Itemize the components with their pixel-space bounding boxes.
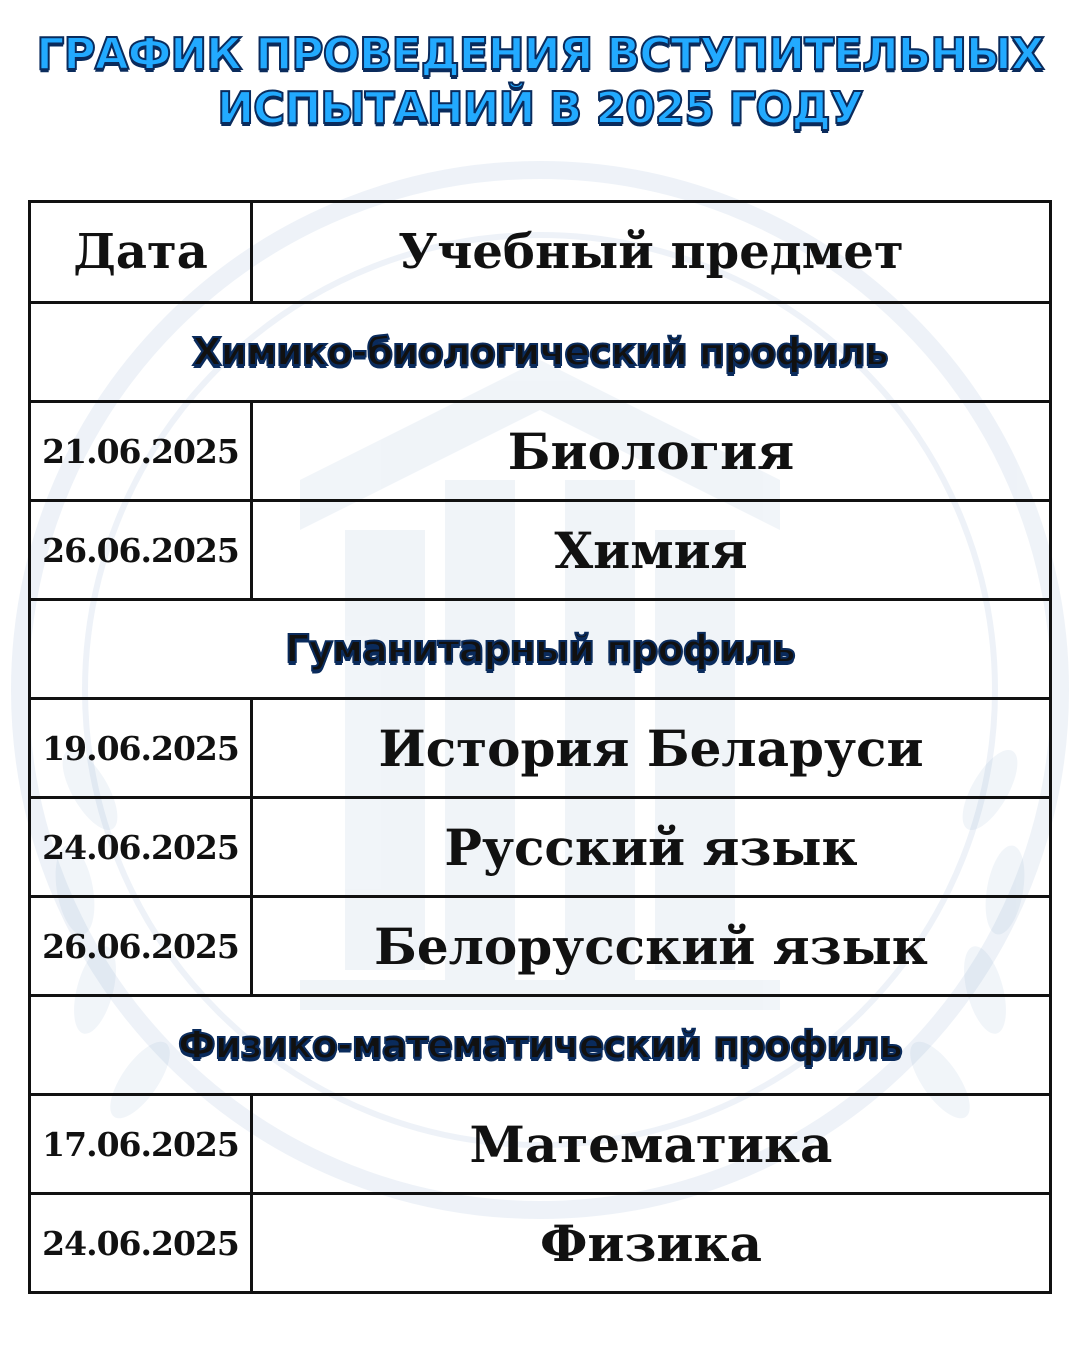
header-subject: Учебный предмет [252, 202, 1051, 303]
table-row [30, 1194, 1051, 1293]
exam-subject: Русский язык [252, 798, 1051, 897]
table-row [30, 501, 1051, 600]
profile-title: Гуманитарный профиль [30, 600, 1051, 699]
exam-subject: Химия [252, 501, 1051, 600]
profile-title: Химико-биологический профиль [30, 303, 1051, 402]
table-row [30, 699, 1051, 798]
table-row [30, 798, 1051, 897]
profile-row-chem-bio [30, 303, 1051, 402]
profile-title: Физико-математический профиль [30, 996, 1051, 1095]
exam-subject: История Беларуси [252, 699, 1051, 798]
exam-subject: Белорусский язык [252, 897, 1051, 996]
exam-date: 24.06.2025 [30, 1194, 252, 1293]
table-row [30, 897, 1051, 996]
table-header-row [30, 202, 1051, 303]
page-title [0, 28, 1080, 136]
title-line-2: ИСПЫТАНИЙ В 2025 ГОДУ [217, 83, 863, 134]
exam-date: 21.06.2025 [30, 402, 252, 501]
title-line-1: ГРАФИК ПРОВЕДЕНИЯ ВСТУПИТЕЛЬНЫХ [36, 29, 1044, 80]
header-date: Дата [30, 202, 252, 303]
table-row [30, 402, 1051, 501]
table-row [30, 1095, 1051, 1194]
exam-subject: Физика [252, 1194, 1051, 1293]
exam-schedule-table [28, 200, 1052, 1294]
profile-row-phys-math [30, 996, 1051, 1095]
exam-subject: Математика [252, 1095, 1051, 1194]
exam-date: 26.06.2025 [30, 897, 252, 996]
exam-date: 17.06.2025 [30, 1095, 252, 1194]
exam-date: 19.06.2025 [30, 699, 252, 798]
profile-row-humanities [30, 600, 1051, 699]
exam-date: 24.06.2025 [30, 798, 252, 897]
exam-subject: Биология [252, 402, 1051, 501]
exam-date: 26.06.2025 [30, 501, 252, 600]
